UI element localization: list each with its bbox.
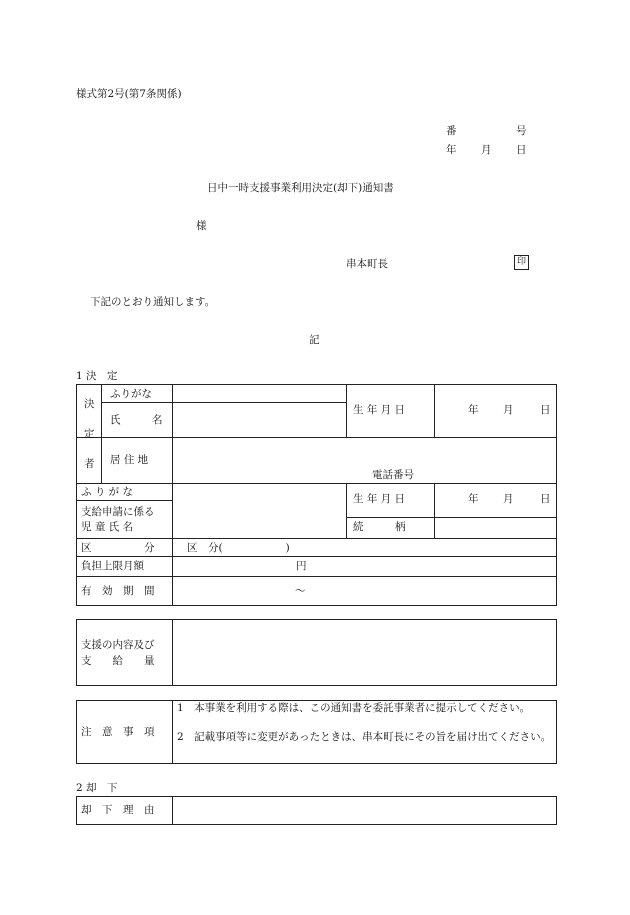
- notes-label: 注 意 事 項: [81, 726, 155, 738]
- phone-label: 電話番号: [372, 469, 414, 481]
- note-item-1: 1 本事業を利用する際は、この通知書を委託事業者に提示してください。: [177, 702, 531, 714]
- ki-marker: 記: [309, 334, 320, 346]
- seal-stamp: 印: [514, 255, 529, 270]
- decided-label-3: 者: [84, 458, 95, 470]
- decided-label-1: 決: [84, 398, 95, 410]
- address-label: 居 住 地: [110, 454, 149, 466]
- category-value: 区 分( ): [187, 542, 290, 554]
- birth-year: 年: [468, 404, 479, 416]
- child-birthdate-label: 生 年 月 日: [353, 493, 406, 505]
- date-day: 日: [516, 144, 527, 156]
- child-furigana-label: ふ り が な: [81, 486, 134, 498]
- form-number: 様式第2号(第7条関係): [76, 88, 182, 100]
- furigana-label: ふりがな: [110, 388, 152, 400]
- section2-heading: 2 却 下: [76, 782, 118, 794]
- number-prefix: 番: [446, 125, 457, 137]
- date-year: 年: [446, 144, 457, 156]
- document-title: 日中一時支援事業利用決定(却下)通知書: [207, 182, 394, 194]
- number-suffix: 号: [516, 125, 527, 137]
- child-label-2: 児 童 氏 名: [81, 521, 134, 533]
- name-label: 氏 名: [110, 414, 163, 426]
- date-month: 月: [481, 144, 492, 156]
- period-label: 有 効 期 間: [81, 585, 155, 597]
- decided-label-2: 定: [84, 428, 95, 440]
- intro-text: 下記のとおり通知します。: [90, 296, 216, 308]
- limit-label: 負担上限月額: [81, 560, 144, 572]
- birthdate-label: 生 年 月 日: [353, 404, 406, 416]
- child-birth-month: 月: [503, 493, 514, 505]
- category-label: 区 分: [81, 542, 155, 554]
- child-label-1: 支給申請に係る: [81, 506, 155, 518]
- child-birth-year: 年: [468, 493, 479, 505]
- support-table: [76, 619, 557, 686]
- rejection-reason-label: 却 下 理 由: [81, 804, 155, 816]
- period-value: ～: [295, 585, 306, 597]
- birth-month: 月: [503, 404, 514, 416]
- birth-day: 日: [540, 404, 551, 416]
- support-label-1: 支援の内容及び: [81, 639, 155, 651]
- child-birth-day: 日: [540, 493, 551, 505]
- note-item-2: 2 記載事項等に変更があったときは、串本町長にその旨を届け出てください。: [177, 731, 552, 743]
- section1-heading: 1 決 定: [76, 370, 118, 382]
- issuer: 串本町長: [346, 258, 388, 270]
- addressee-suffix: 様: [196, 220, 207, 232]
- support-label-2: 支 給 量: [81, 655, 155, 667]
- limit-value: 円: [296, 560, 307, 572]
- relationship-label: 続 柄: [353, 521, 406, 533]
